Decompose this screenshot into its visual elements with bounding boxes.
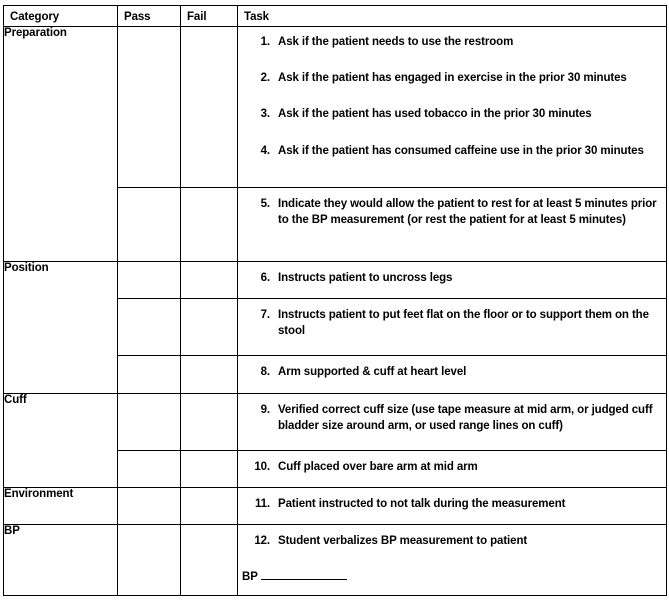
task-item-4 xyxy=(238,144,666,160)
task-item-12 xyxy=(238,534,666,550)
task-text: Ask if the patient needs to use the restroom xyxy=(278,36,514,48)
task-number: 8. xyxy=(260,366,270,378)
task-cell xyxy=(238,262,667,299)
task-cell xyxy=(238,299,667,356)
category-bp: BP xyxy=(4,525,118,596)
task-cell xyxy=(238,27,667,188)
fail-cell[interactable] xyxy=(181,262,238,299)
task-text: Patient instructed to not talk during the measurement xyxy=(278,498,566,510)
pass-cell[interactable] xyxy=(118,394,181,451)
task-number: 1. xyxy=(260,36,270,48)
task-text: Arm supported & cuff at heart level xyxy=(278,366,467,378)
task-text: Instructs patient to put feet flat on the floor or to support them on the stool xyxy=(278,309,649,337)
task-item-6 xyxy=(238,271,666,287)
header-pass: Pass xyxy=(118,6,181,27)
fail-cell[interactable] xyxy=(181,488,238,525)
header-row xyxy=(4,6,667,27)
task-cell xyxy=(238,525,667,596)
table-row xyxy=(4,27,667,188)
fail-cell[interactable] xyxy=(181,356,238,394)
category-position: Position xyxy=(4,262,118,394)
table-row xyxy=(4,262,667,299)
task-item-11 xyxy=(238,497,666,513)
task-number: 9. xyxy=(260,404,270,416)
task-number: 2. xyxy=(260,71,270,84)
task-text: Cuff placed over bare arm at mid arm xyxy=(278,461,478,473)
task-item-5 xyxy=(238,197,666,228)
task-number: 5. xyxy=(260,198,270,210)
task-item-7 xyxy=(238,308,666,339)
task-item-8 xyxy=(238,365,666,381)
task-item-2 xyxy=(238,71,666,87)
task-item-1 xyxy=(238,35,666,51)
fail-cell[interactable] xyxy=(181,451,238,488)
task-cell xyxy=(238,451,667,488)
table-row xyxy=(4,394,667,451)
task-item-9 xyxy=(238,403,666,434)
header-task: Task xyxy=(238,6,667,27)
pass-cell[interactable] xyxy=(118,525,181,596)
task-text: Ask if the patient has engaged in exercise in the prior 30 minutes xyxy=(278,71,627,84)
category-preparation: Preparation xyxy=(4,27,118,262)
pass-cell[interactable] xyxy=(118,262,181,299)
task-cell xyxy=(238,188,667,262)
fail-cell[interactable] xyxy=(181,394,238,451)
task-number: 7. xyxy=(260,309,270,321)
header-fail: Fail xyxy=(181,6,238,27)
table-row xyxy=(4,488,667,525)
pass-cell[interactable] xyxy=(118,27,181,188)
pass-cell[interactable] xyxy=(118,488,181,525)
fail-cell[interactable] xyxy=(181,525,238,596)
fail-cell[interactable] xyxy=(181,27,238,188)
task-text: Ask if the patient has consumed caffeine use in the prior 30 minutes xyxy=(278,144,644,157)
task-text: Instructs patient to uncross legs xyxy=(278,272,453,284)
task-number: 3. xyxy=(260,108,270,120)
bp-record-label: BP xyxy=(242,571,258,583)
task-number: 10. xyxy=(254,461,270,473)
pass-cell[interactable] xyxy=(118,188,181,262)
fail-cell[interactable] xyxy=(181,188,238,262)
fail-cell[interactable] xyxy=(181,299,238,356)
pass-cell[interactable] xyxy=(118,451,181,488)
task-text: Verified correct cuff size (use tape measure at mid arm, or judged cuff bladder size around arm, or used range lines on cuff) xyxy=(278,404,653,432)
task-cell xyxy=(238,356,667,394)
task-cell xyxy=(238,394,667,451)
bp-record-line xyxy=(242,568,347,585)
task-number: 11. xyxy=(254,498,270,510)
bp-record-blank[interactable] xyxy=(261,568,347,580)
task-number: 4. xyxy=(260,144,270,157)
task-item-10 xyxy=(238,460,666,476)
category-cuff: Cuff xyxy=(4,394,118,488)
task-text: Ask if the patient has used tobacco in the prior 30 minutes xyxy=(278,108,592,120)
task-number: 12. xyxy=(254,535,270,547)
pass-cell[interactable] xyxy=(118,356,181,394)
table-row xyxy=(4,525,667,596)
task-text: Indicate they would allow the patient to rest for at least 5 minutes prior to the BP measurement (or rest the patient for at least 5 minutes) xyxy=(278,198,657,226)
task-item-3 xyxy=(238,107,666,123)
task-cell xyxy=(238,488,667,525)
header-category: Category xyxy=(4,6,118,27)
task-number: 6. xyxy=(260,272,270,284)
category-environment: Environment xyxy=(4,488,118,525)
task-text: Student verbalizes BP measurement to patient xyxy=(278,535,528,547)
bp-checklist-table xyxy=(3,5,667,596)
pass-cell[interactable] xyxy=(118,299,181,356)
